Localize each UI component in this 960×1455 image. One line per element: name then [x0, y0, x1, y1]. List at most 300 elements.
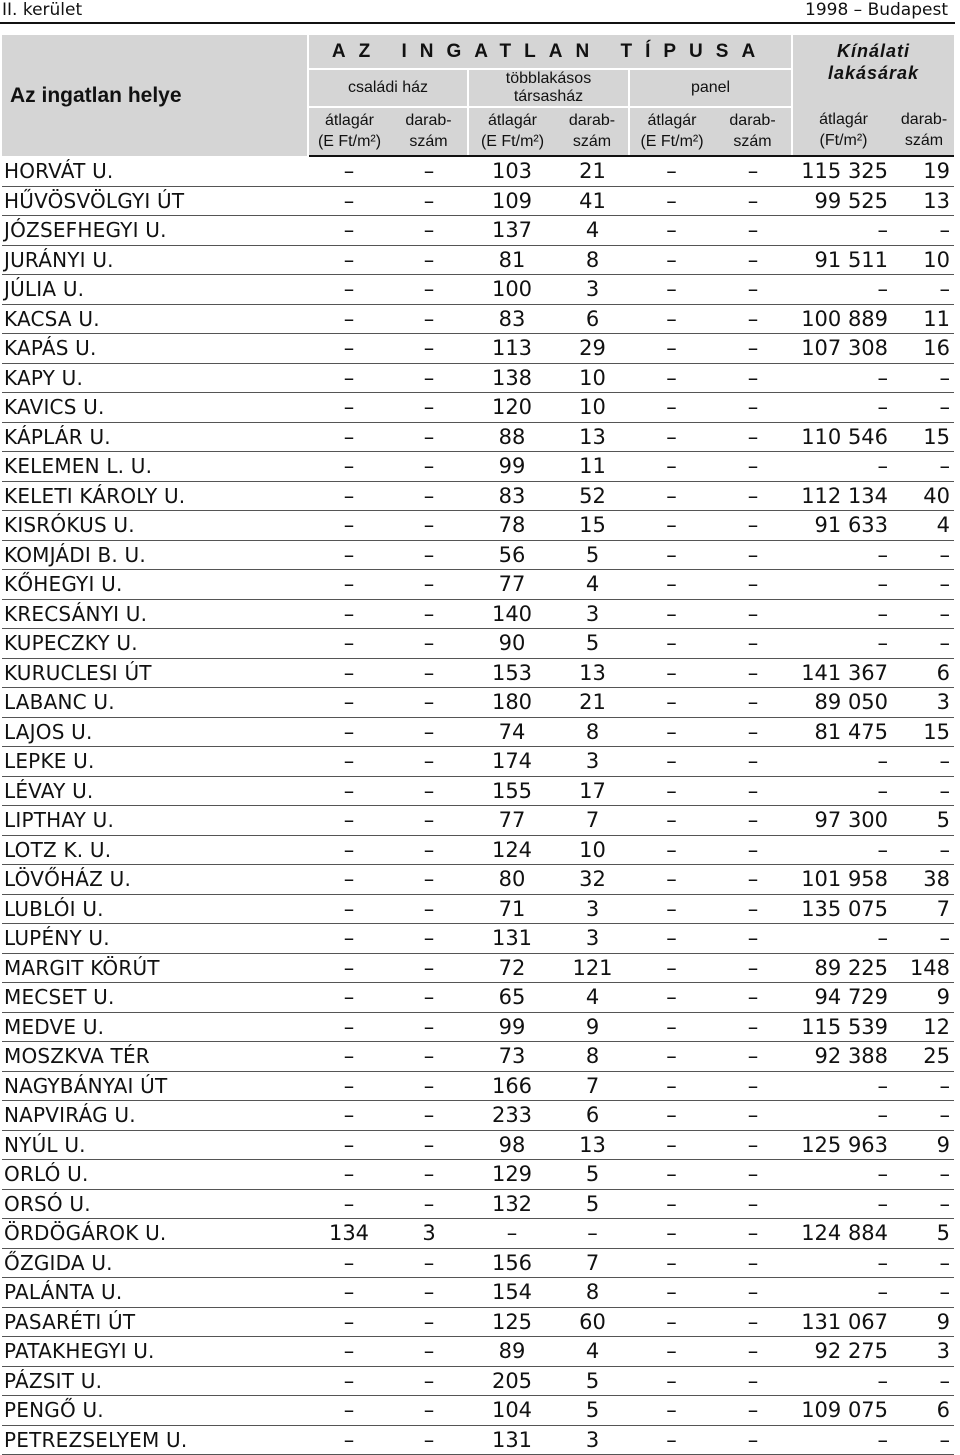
condo-avg-price-cell: 153 [468, 658, 556, 688]
street-name-cell: LOTZ K. U. [2, 835, 308, 865]
offer-header-line2: lakásárak [827, 63, 920, 83]
panel-count-cell: – [714, 953, 792, 983]
street-name-cell: PASARÉTI ÚT [2, 1307, 308, 1337]
family-avg-price-cell: 134 [308, 1219, 390, 1249]
panel-avg-price-cell: – [629, 304, 714, 334]
street-name-cell: KUPECZKY U. [2, 629, 308, 659]
street-name-cell: PÁZSIT U. [2, 1366, 308, 1396]
family-count-cell: – [390, 1101, 468, 1131]
condo-avg-price-cell: 125 [468, 1307, 556, 1337]
panel-avg-price-cell: – [629, 1042, 714, 1072]
family-count-cell: – [390, 658, 468, 688]
condo-count-cell: 52 [556, 481, 629, 511]
condo-count-cell: 4 [556, 983, 629, 1013]
panel-avg-price-cell: – [629, 1189, 714, 1219]
family-avg-price-cell: – [308, 304, 390, 334]
panel-avg-price-cell: – [629, 835, 714, 865]
condo-avg-price-cell: 138 [468, 363, 556, 393]
offer-header [792, 35, 954, 107]
offer-avg-price-cell: 89 050 [792, 688, 894, 718]
condo-count-cell: 11 [556, 452, 629, 482]
offer-avg-price-header: átlagár (Ft/m²) [792, 107, 894, 156]
street-name-cell: LUPÉNY U. [2, 924, 308, 954]
panel-count-cell: – [714, 1396, 792, 1426]
offer-avg-price-cell: 115 539 [792, 1012, 894, 1042]
avg-price-header: átlagár (E Ft/m²) [468, 107, 556, 156]
condo-count-cell: 60 [556, 1307, 629, 1337]
panel-count-cell: – [714, 629, 792, 659]
panel-count-cell: – [714, 1337, 792, 1367]
table-row [2, 186, 954, 216]
offer-count-cell: 10 [894, 245, 954, 275]
street-name-cell: JÓZSEFHEGYI U. [2, 216, 308, 246]
condo-avg-price-cell: 83 [468, 481, 556, 511]
condo-count-cell: 10 [556, 363, 629, 393]
family-avg-price-cell: – [308, 1307, 390, 1337]
panel-count-cell: – [714, 835, 792, 865]
street-name-cell: KISRÓKUS U. [2, 511, 308, 541]
offer-count-cell: – [894, 393, 954, 423]
family-avg-price-cell: – [308, 1366, 390, 1396]
street-name-cell: KAPÁS U. [2, 334, 308, 364]
condo-avg-price-cell: 77 [468, 806, 556, 836]
table-body [2, 156, 954, 1455]
avg-price-header: átlagár (E Ft/m²) [629, 107, 714, 156]
family-count-cell: – [390, 806, 468, 836]
count-header: darab- szám [556, 107, 629, 156]
offer-avg-price-cell: 81 475 [792, 717, 894, 747]
family-count-cell: – [390, 1248, 468, 1278]
panel-avg-price-cell: – [629, 481, 714, 511]
condo-count-cell: 7 [556, 806, 629, 836]
panel-count-cell: – [714, 747, 792, 777]
panel-count-cell: – [714, 1366, 792, 1396]
offer-avg-price-cell: – [792, 393, 894, 423]
panel-avg-price-cell: – [629, 570, 714, 600]
family-count-cell: – [390, 393, 468, 423]
family-count-cell: – [390, 776, 468, 806]
table-row [2, 1160, 954, 1190]
family-avg-price-cell: – [308, 422, 390, 452]
condo-avg-price-cell: 81 [468, 245, 556, 275]
offer-avg-price-cell: – [792, 747, 894, 777]
panel-count-cell: – [714, 983, 792, 1013]
condo-avg-price-cell: 104 [468, 1396, 556, 1426]
condo-count-cell: 3 [556, 599, 629, 629]
panel-count-cell: – [714, 894, 792, 924]
street-name-cell: PALÁNTA U. [2, 1278, 308, 1308]
condo-avg-price-cell: 132 [468, 1189, 556, 1219]
offer-count-cell: 11 [894, 304, 954, 334]
offer-count-cell: – [894, 747, 954, 777]
count-header: darab- szám [714, 107, 792, 156]
street-name-cell: NAGYBÁNYAI ÚT [2, 1071, 308, 1101]
offer-avg-price-cell: – [792, 1189, 894, 1219]
offer-count-cell: 13 [894, 186, 954, 216]
condo-count-cell: 3 [556, 1425, 629, 1455]
street-name-cell: KÁPLÁR U. [2, 422, 308, 452]
street-name-cell: NAPVIRÁG U. [2, 1101, 308, 1131]
family-avg-price-cell: – [308, 540, 390, 570]
condo-avg-price-cell: 73 [468, 1042, 556, 1072]
table-row [2, 1337, 954, 1367]
offer-count-cell: – [894, 216, 954, 246]
offer-count-cell: – [894, 835, 954, 865]
condo-avg-price-cell: 174 [468, 747, 556, 777]
condo-avg-price-cell: 109 [468, 186, 556, 216]
street-name-cell: LEPKE U. [2, 747, 308, 777]
family-count-cell: – [390, 540, 468, 570]
table-head [2, 35, 954, 156]
offer-count-cell: 7 [894, 894, 954, 924]
family-count-cell: – [390, 1071, 468, 1101]
offer-count-cell: – [894, 924, 954, 954]
offer-count-cell: – [894, 540, 954, 570]
panel-avg-price-cell: – [629, 1248, 714, 1278]
offer-count-cell: – [894, 1071, 954, 1101]
table-row [2, 658, 954, 688]
offer-count-cell: – [894, 363, 954, 393]
table-row [2, 1425, 954, 1455]
family-avg-price-cell: – [308, 983, 390, 1013]
condo-count-cell: 5 [556, 1396, 629, 1426]
table-row [2, 216, 954, 246]
offer-avg-price-cell: – [792, 924, 894, 954]
condo-avg-price-cell: 103 [468, 156, 556, 186]
page-header [0, 0, 960, 22]
condo-avg-price-cell: 74 [468, 717, 556, 747]
group-header-condo: többlakásos társasház [468, 69, 629, 107]
table-row [2, 304, 954, 334]
offer-avg-price-cell: – [792, 216, 894, 246]
family-avg-price-cell: – [308, 1278, 390, 1308]
panel-avg-price-cell: – [629, 629, 714, 659]
offer-avg-price-cell: – [792, 1425, 894, 1455]
family-avg-price-cell: – [308, 1189, 390, 1219]
offer-count-cell: – [894, 599, 954, 629]
condo-count-cell: 5 [556, 540, 629, 570]
offer-avg-price-cell: 97 300 [792, 806, 894, 836]
condo-avg-price-cell: 71 [468, 894, 556, 924]
family-count-cell: – [390, 599, 468, 629]
street-name-cell: KACSA U. [2, 304, 308, 334]
panel-avg-price-cell: – [629, 540, 714, 570]
offer-count-cell: 3 [894, 1337, 954, 1367]
condo-count-cell: 4 [556, 570, 629, 600]
panel-count-cell: – [714, 1071, 792, 1101]
condo-count-cell: 6 [556, 304, 629, 334]
offer-count-cell: – [894, 1189, 954, 1219]
street-name-cell: KAPY U. [2, 363, 308, 393]
panel-avg-price-cell: – [629, 688, 714, 718]
family-count-cell: – [390, 1042, 468, 1072]
panel-count-cell: – [714, 688, 792, 718]
offer-count-cell: 40 [894, 481, 954, 511]
street-name-cell: PATAKHEGYI U. [2, 1337, 308, 1367]
offer-avg-price-cell: – [792, 599, 894, 629]
panel-count-cell: – [714, 776, 792, 806]
table-row [2, 1248, 954, 1278]
offer-count-cell: 4 [894, 511, 954, 541]
panel-avg-price-cell: – [629, 1396, 714, 1426]
price-table [2, 35, 954, 1455]
offer-count-cell: 5 [894, 1219, 954, 1249]
condo-avg-price-cell: 140 [468, 599, 556, 629]
panel-avg-price-cell: – [629, 1130, 714, 1160]
family-avg-price-cell: – [308, 894, 390, 924]
panel-count-cell: – [714, 422, 792, 452]
table-row [2, 835, 954, 865]
street-name-cell: LUBLÓI U. [2, 894, 308, 924]
table-row [2, 275, 954, 305]
table-row [2, 1071, 954, 1101]
family-count-cell: 3 [390, 1219, 468, 1249]
panel-count-cell: – [714, 717, 792, 747]
street-name-cell: ORSÓ U. [2, 1189, 308, 1219]
offer-avg-price-cell: 94 729 [792, 983, 894, 1013]
panel-count-cell: – [714, 1219, 792, 1249]
offer-avg-price-cell: 109 075 [792, 1396, 894, 1426]
table-row [2, 629, 954, 659]
offer-avg-price-cell: 92 275 [792, 1337, 894, 1367]
family-avg-price-cell: – [308, 1042, 390, 1072]
family-count-cell: – [390, 275, 468, 305]
offer-avg-price-cell: – [792, 1101, 894, 1131]
street-name-cell: MEDVE U. [2, 1012, 308, 1042]
family-avg-price-cell: – [308, 363, 390, 393]
panel-avg-price-cell: – [629, 894, 714, 924]
panel-avg-price-cell: – [629, 245, 714, 275]
street-name-cell: ÖRDÖGÁROK U. [2, 1219, 308, 1249]
condo-avg-price-cell: 233 [468, 1101, 556, 1131]
street-name-cell: LÖVŐHÁZ U. [2, 865, 308, 895]
family-count-cell: – [390, 1307, 468, 1337]
family-avg-price-cell: – [308, 1396, 390, 1426]
panel-count-cell: – [714, 865, 792, 895]
panel-count-cell: – [714, 658, 792, 688]
panel-count-cell: – [714, 511, 792, 541]
panel-avg-price-cell: – [629, 983, 714, 1013]
family-count-cell: – [390, 1160, 468, 1190]
offer-avg-price-cell: 125 963 [792, 1130, 894, 1160]
family-count-cell: – [390, 1012, 468, 1042]
condo-avg-price-cell: 156 [468, 1248, 556, 1278]
table-row [2, 717, 954, 747]
family-count-cell: – [390, 747, 468, 777]
offer-avg-price-cell: 91 633 [792, 511, 894, 541]
street-name-cell: PENGŐ U. [2, 1396, 308, 1426]
offer-avg-price-cell: 112 134 [792, 481, 894, 511]
group-header-family-house: családi ház [308, 69, 468, 107]
family-count-cell: – [390, 894, 468, 924]
condo-avg-price-cell: 180 [468, 688, 556, 718]
offer-count-cell: 16 [894, 334, 954, 364]
condo-count-cell: 4 [556, 216, 629, 246]
offer-avg-price-cell: – [792, 1160, 894, 1190]
offer-count-cell: 148 [894, 953, 954, 983]
panel-count-cell: – [714, 1012, 792, 1042]
family-count-cell: – [390, 953, 468, 983]
panel-avg-price-cell: – [629, 747, 714, 777]
family-avg-price-cell: – [308, 629, 390, 659]
condo-count-cell: 10 [556, 393, 629, 423]
table-row [2, 688, 954, 718]
condo-count-cell: 13 [556, 658, 629, 688]
condo-avg-price-cell: 120 [468, 393, 556, 423]
panel-count-cell: – [714, 540, 792, 570]
condo-avg-price-cell: 77 [468, 570, 556, 600]
offer-count-cell: – [894, 629, 954, 659]
panel-count-cell: – [714, 1307, 792, 1337]
table-row [2, 1396, 954, 1426]
condo-avg-price-cell: 154 [468, 1278, 556, 1308]
offer-count-cell: 9 [894, 1307, 954, 1337]
offer-avg-price-cell: – [792, 1278, 894, 1308]
offer-count-cell: – [894, 1366, 954, 1396]
street-name-cell: KELETI KÁROLY U. [2, 481, 308, 511]
family-avg-price-cell: – [308, 924, 390, 954]
panel-count-cell: – [714, 481, 792, 511]
panel-avg-price-cell: – [629, 776, 714, 806]
street-name-cell: ŐZGIDA U. [2, 1248, 308, 1278]
offer-avg-price-cell: 115 325 [792, 156, 894, 186]
condo-avg-price-cell: 166 [468, 1071, 556, 1101]
family-avg-price-cell: – [308, 452, 390, 482]
offer-count-cell: – [894, 570, 954, 600]
panel-count-cell: – [714, 924, 792, 954]
panel-avg-price-cell: – [629, 953, 714, 983]
offer-avg-price-cell: 135 075 [792, 894, 894, 924]
condo-count-cell: 5 [556, 1160, 629, 1190]
header-rule [0, 22, 955, 24]
condo-avg-price-cell: 78 [468, 511, 556, 541]
condo-avg-price-cell: 155 [468, 776, 556, 806]
panel-avg-price-cell: – [629, 186, 714, 216]
table-row [2, 1366, 954, 1396]
offer-count-cell: 38 [894, 865, 954, 895]
table-row [2, 953, 954, 983]
condo-avg-price-cell: 88 [468, 422, 556, 452]
offer-count-cell: 9 [894, 1130, 954, 1160]
family-count-cell: – [390, 983, 468, 1013]
condo-count-cell: 21 [556, 156, 629, 186]
panel-avg-price-cell: – [629, 1071, 714, 1101]
family-avg-price-cell: – [308, 1012, 390, 1042]
condo-count-cell: 3 [556, 747, 629, 777]
table-row [2, 422, 954, 452]
condo-count-cell: 21 [556, 688, 629, 718]
panel-count-cell: – [714, 1160, 792, 1190]
table-row [2, 481, 954, 511]
table-row [2, 865, 954, 895]
panel-count-cell: – [714, 1101, 792, 1131]
offer-avg-price-cell: – [792, 363, 894, 393]
panel-avg-price-cell: – [629, 865, 714, 895]
offer-avg-price-cell: – [792, 835, 894, 865]
family-avg-price-cell: – [308, 717, 390, 747]
table-row [2, 924, 954, 954]
family-avg-price-cell: – [308, 1248, 390, 1278]
group-header-panel: panel [629, 69, 792, 107]
family-count-cell: – [390, 835, 468, 865]
offer-count-cell: – [894, 1101, 954, 1131]
street-name-cell: LIPTHAY U. [2, 806, 308, 836]
family-avg-price-cell: – [308, 245, 390, 275]
panel-count-cell: – [714, 245, 792, 275]
family-avg-price-cell: – [308, 275, 390, 305]
offer-header-line1: Kínálati [837, 41, 911, 61]
condo-count-cell: 8 [556, 717, 629, 747]
family-avg-price-cell: – [308, 835, 390, 865]
panel-avg-price-cell: – [629, 658, 714, 688]
panel-avg-price-cell: – [629, 1337, 714, 1367]
panel-count-cell: – [714, 599, 792, 629]
offer-avg-price-cell: 131 067 [792, 1307, 894, 1337]
panel-count-cell: – [714, 186, 792, 216]
panel-avg-price-cell: – [629, 275, 714, 305]
offer-count-cell: 25 [894, 1042, 954, 1072]
offer-count-cell: – [894, 776, 954, 806]
family-count-cell: – [390, 1366, 468, 1396]
offer-count-cell: – [894, 452, 954, 482]
street-name-cell: ORLÓ U. [2, 1160, 308, 1190]
table-row [2, 393, 954, 423]
condo-count-cell: 5 [556, 629, 629, 659]
street-name-cell: KOMJÁDI B. U. [2, 540, 308, 570]
table-row [2, 156, 954, 186]
offer-count-cell: 3 [894, 688, 954, 718]
street-name-cell: JURÁNYI U. [2, 245, 308, 275]
offer-count-cell: 15 [894, 717, 954, 747]
family-avg-price-cell: – [308, 1160, 390, 1190]
offer-count-cell: 6 [894, 658, 954, 688]
offer-avg-price-cell: – [792, 1248, 894, 1278]
family-avg-price-cell: – [308, 511, 390, 541]
condo-count-cell: 17 [556, 776, 629, 806]
table-row [2, 1189, 954, 1219]
panel-count-cell: – [714, 1278, 792, 1308]
year-city-label: 1998 – Budapest [805, 0, 948, 20]
table-row [2, 599, 954, 629]
family-avg-price-cell: – [308, 1071, 390, 1101]
offer-avg-price-cell: 100 889 [792, 304, 894, 334]
condo-count-cell: 3 [556, 894, 629, 924]
condo-avg-price-cell: 131 [468, 1425, 556, 1455]
family-avg-price-cell: – [308, 865, 390, 895]
street-name-cell: HORVÁT U. [2, 156, 308, 186]
family-count-cell: – [390, 924, 468, 954]
panel-count-cell: – [714, 1248, 792, 1278]
condo-count-cell: – [556, 1219, 629, 1249]
condo-avg-price-cell: 131 [468, 924, 556, 954]
family-count-cell: – [390, 186, 468, 216]
family-count-cell: – [390, 334, 468, 364]
condo-avg-price-cell: 99 [468, 452, 556, 482]
avg-price-header: átlagár (E Ft/m²) [308, 107, 390, 156]
family-count-cell: – [390, 1425, 468, 1455]
panel-avg-price-cell: – [629, 216, 714, 246]
panel-avg-price-cell: – [629, 1160, 714, 1190]
family-count-cell: – [390, 481, 468, 511]
panel-avg-price-cell: – [629, 1219, 714, 1249]
street-name-cell: KRECSÁNYI U. [2, 599, 308, 629]
condo-count-cell: 41 [556, 186, 629, 216]
panel-count-cell: – [714, 393, 792, 423]
table-row [2, 540, 954, 570]
panel-count-cell: – [714, 1042, 792, 1072]
table-row [2, 1012, 954, 1042]
panel-count-cell: – [714, 304, 792, 334]
